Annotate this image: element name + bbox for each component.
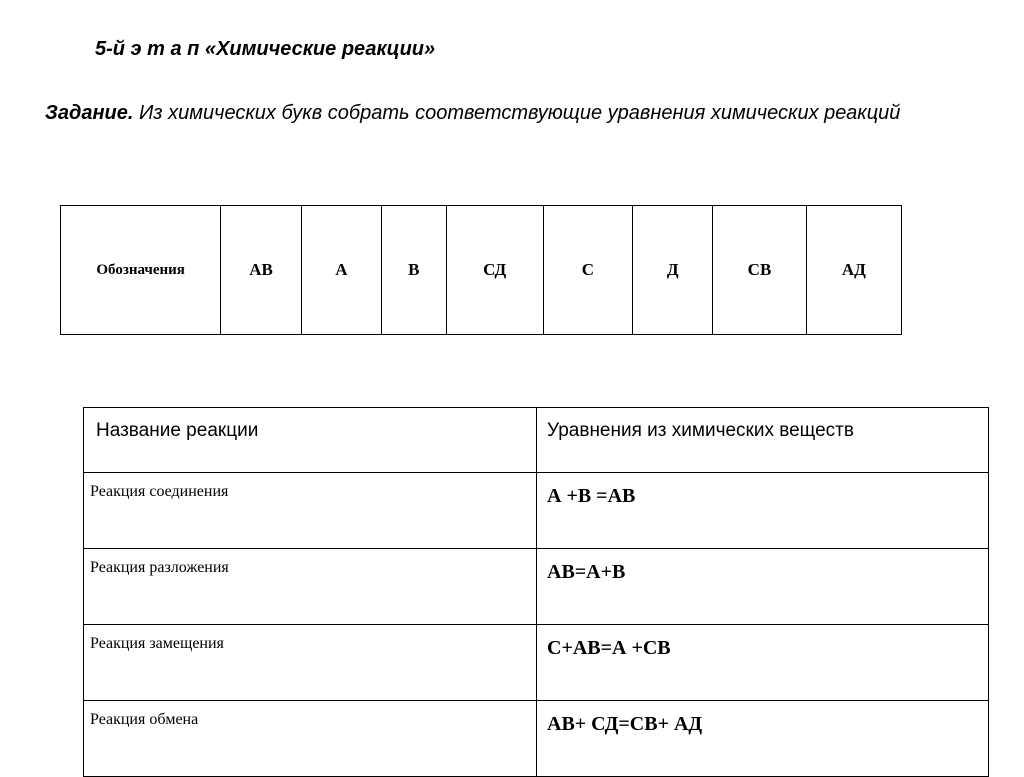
symbol-cell: АВ xyxy=(221,206,301,335)
symbol-cell: В xyxy=(382,206,446,335)
reaction-name-cell: Реакция замещения xyxy=(84,625,537,701)
task-paragraph xyxy=(45,98,1005,128)
equation-header-label: Уравнения из химических веществ xyxy=(547,420,854,441)
symbols-row xyxy=(61,206,902,335)
reaction-name-header-label: Название реакции xyxy=(96,420,259,441)
reaction-equation-cell: АВ=А+В xyxy=(537,549,989,625)
reaction-name-cell: Реакция разложения xyxy=(84,549,537,625)
symbol-cell: С xyxy=(543,206,632,335)
stage-title: 5-й э т а п «Химические реакции» xyxy=(95,38,436,60)
equation-header xyxy=(537,408,989,473)
reaction-row xyxy=(84,701,989,777)
reaction-equation-cell: А +В =АВ xyxy=(537,473,989,549)
symbols-header-cell: Обозначения xyxy=(61,206,221,335)
reaction-name-cell: Реакция соединения xyxy=(84,473,537,549)
symbol-cell: А xyxy=(301,206,381,335)
reaction-equation-cell: АВ+ СД=СВ+ АД xyxy=(537,701,989,777)
reaction-name-header xyxy=(84,408,537,473)
reaction-row xyxy=(84,473,989,549)
reaction-row xyxy=(84,625,989,701)
symbol-cell: Д xyxy=(633,206,713,335)
reaction-name-cell: Реакция обмена xyxy=(84,701,537,777)
reactions-table xyxy=(83,407,989,777)
reaction-row xyxy=(84,549,989,625)
symbol-cell: СД xyxy=(446,206,543,335)
symbol-cell: АД xyxy=(806,206,901,335)
symbols-table xyxy=(60,205,902,335)
task-label: Задание. xyxy=(45,102,134,124)
symbol-cell: СВ xyxy=(713,206,806,335)
reaction-equation-cell: С+АВ=А +СВ xyxy=(537,625,989,701)
task-text: Из химических букв собрать соответствующие уравнения химических реакций xyxy=(139,102,901,124)
reactions-header-row xyxy=(84,408,989,473)
